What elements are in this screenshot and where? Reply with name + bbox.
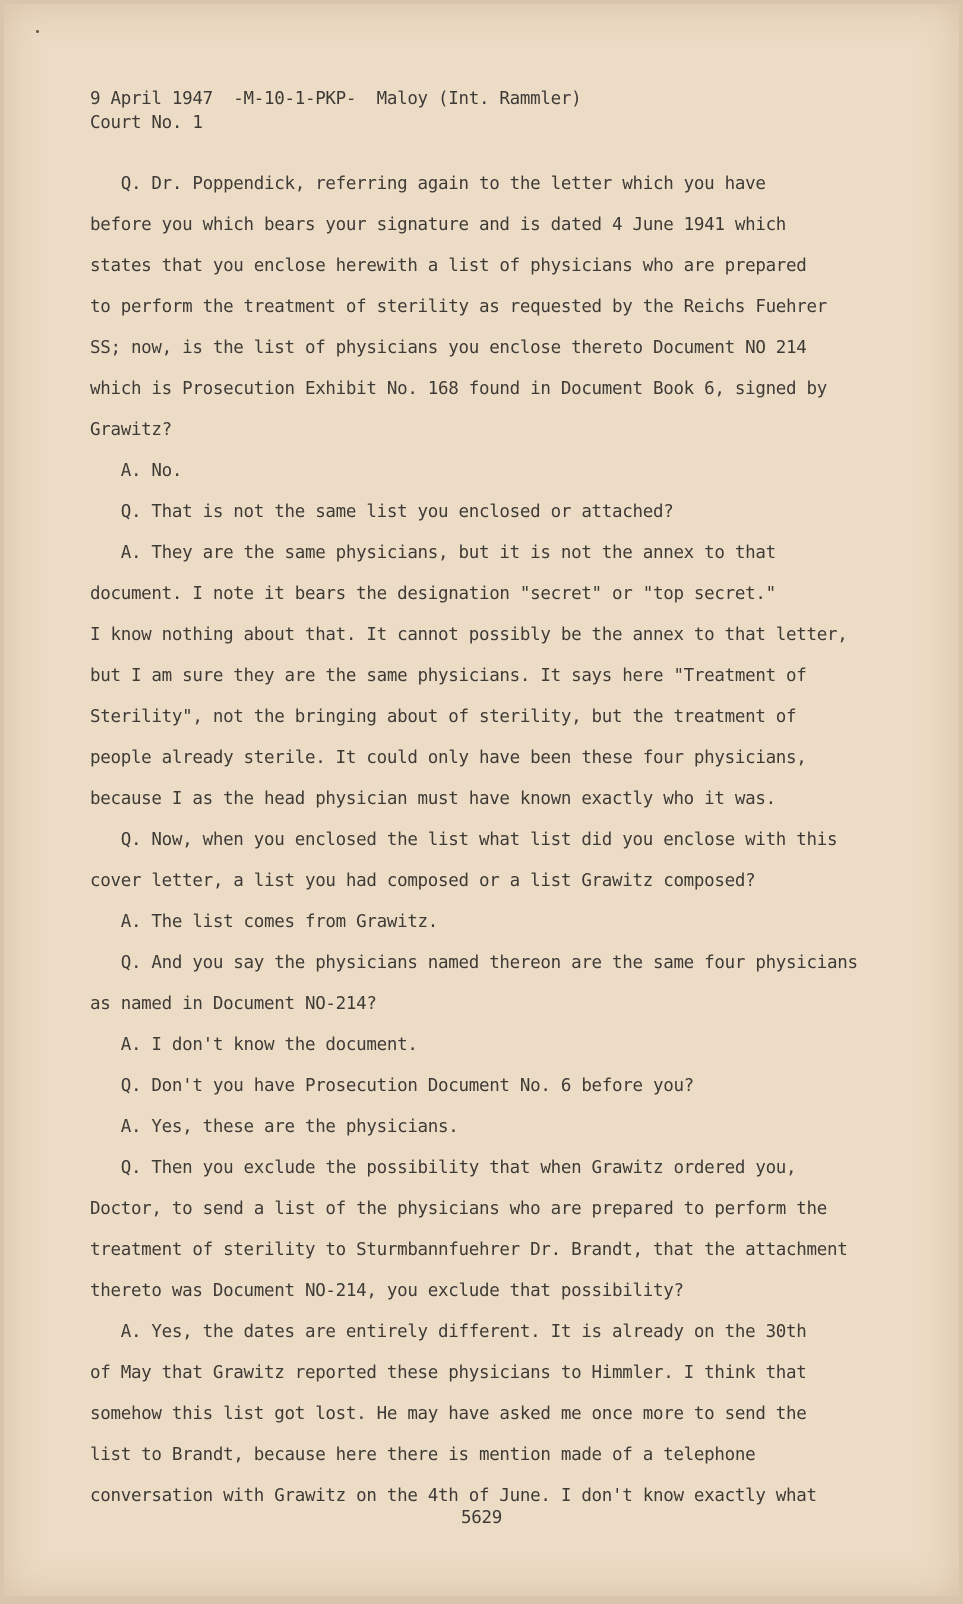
- text-line: Q. Now, when you enclosed the list what list did you enclose with this: [90, 830, 838, 850]
- text-line: list to Brandt, because here there is mention made of a telephone: [90, 1445, 756, 1465]
- text-line: Sterility", not the bringing about of sterility, but the treatment of: [90, 707, 797, 727]
- text-line: Q. Dr. Poppendick, referring again to the letter which you have: [90, 174, 766, 194]
- transcript-body: [90, 164, 880, 1517]
- text-line: because I as the head physician must have known exactly who it was.: [90, 789, 776, 809]
- text-line: SS; now, is the list of physicians you enclose thereto Document NO 214: [90, 338, 807, 358]
- text-line: Doctor, to send a list of the physicians who are prepared to perform the: [90, 1199, 827, 1219]
- text-line: but I am sure they are the same physicians. It says here "Treatment of: [90, 666, 807, 686]
- page-number: 5629: [461, 1508, 502, 1528]
- text-line: which is Prosecution Exhibit No. 168 found in Document Book 6, signed by: [90, 379, 827, 399]
- paragraph-q-same-four: [90, 943, 880, 1025]
- header-court-line: Court No. 1: [90, 113, 203, 133]
- text-line: A. Yes, these are the physicians.: [90, 1117, 459, 1137]
- text-line: document. I note it bears the designation "secret" or "top secret.": [90, 584, 776, 604]
- header-date-line: 9 April 1947 -M-10-1-PKP- Maloy (Int. Rammler): [90, 89, 582, 109]
- text-line: A. I don't know the document.: [90, 1035, 418, 1055]
- text-line: A. They are the same physicians, but it is not the annex to that: [90, 543, 776, 563]
- text-line: I know nothing about that. It cannot possibly be the annex to that letter,: [90, 625, 848, 645]
- text-line: treatment of sterility to Sturmbannfuehrer Dr. Brandt, that the attachment: [90, 1240, 848, 1260]
- text-line: Q. Don't you have Prosecution Document No. 6 before you?: [90, 1076, 694, 1096]
- text-line: states that you enclose herewith a list of physicians who are prepared: [90, 256, 807, 276]
- paragraph-a-no: [90, 451, 880, 492]
- text-line: A. Yes, the dates are entirely different. It is already on the 30th: [90, 1322, 807, 1342]
- paragraph-q-document-6: [90, 1066, 880, 1107]
- text-line: Q. That is not the same list you enclosed or attached?: [90, 502, 674, 522]
- text-line: people already sterile. It could only have been these four physicians,: [90, 748, 807, 768]
- paragraph-a-dates-different: [90, 1312, 880, 1517]
- text-line: cover letter, a list you had composed or a list Grawitz composed?: [90, 871, 756, 891]
- document-page: [4, 4, 959, 1596]
- paragraph-a-dont-know: [90, 1025, 880, 1066]
- text-line: as named in Document NO-214?: [90, 994, 377, 1014]
- paragraph-q-same-list: [90, 492, 880, 533]
- document-header: [90, 87, 581, 135]
- paragraph-q-exclude-possibility: [90, 1148, 880, 1312]
- text-line: Q. And you say the physicians named thereon are the same four physicians: [90, 953, 858, 973]
- text-line: Grawitz?: [90, 420, 172, 440]
- text-line: Q. Then you exclude the possibility that when Grawitz ordered you,: [90, 1158, 797, 1178]
- text-line: conversation with Grawitz on the 4th of June. I don't know exactly what: [90, 1486, 817, 1506]
- paper-speck: [36, 30, 39, 33]
- paragraph-a-yes-physicians: [90, 1107, 880, 1148]
- text-line: somehow this list got lost. He may have asked me once more to send the: [90, 1404, 807, 1424]
- text-line: A. The list comes from Grawitz.: [90, 912, 439, 932]
- text-line: to perform the treatment of sterility as requested by the Reichs Fuehrer: [90, 297, 827, 317]
- text-line: of May that Grawitz reported these physicians to Himmler. I think that: [90, 1363, 807, 1383]
- paragraph-q-which-list: [90, 820, 880, 902]
- paragraph-a-same-physicians: [90, 533, 880, 820]
- paragraph-q-poppendick-letter: [90, 164, 880, 451]
- text-line: thereto was Document NO-214, you exclude that possibility?: [90, 1281, 684, 1301]
- text-line: A. No.: [90, 461, 183, 481]
- text-line: before you which bears your signature and is dated 4 June 1941 which: [90, 215, 787, 235]
- paragraph-a-list-from-grawitz: [90, 902, 880, 943]
